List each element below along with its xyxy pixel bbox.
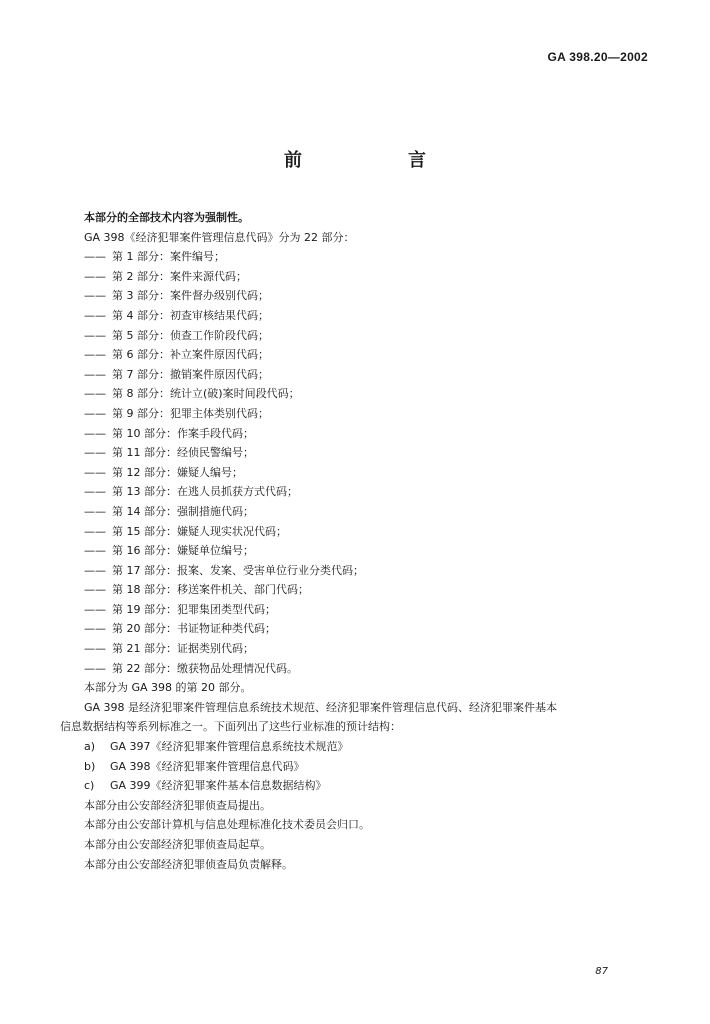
- list-item: —— 第 8 部分：统计立(破)案时间段代码；: [84, 387, 300, 401]
- list-item: —— 第 13 部分：在逃人员抓获方式代码；: [84, 485, 298, 499]
- list-item: —— 第 10 部分：作案手段代码；: [84, 426, 254, 440]
- division-statement: GA 398《经济犯罪案件管理信息代码》分为 22 部分：: [84, 230, 355, 244]
- list-item: —— 第 7 部分：撤销案件原因代码；: [84, 367, 269, 381]
- list-item: —— 第 14 部分：强制措施代码；: [84, 504, 254, 518]
- drafter-statement: 本部分由公安部经济犯罪侦查局起草。: [84, 838, 271, 851]
- mandatory-statement: 本部分的全部技术内容为强制性。: [84, 211, 249, 224]
- list-item: —— 第 2 部分：案件来源代码；: [84, 269, 247, 283]
- list-item: —— 第 6 部分：补立案件原因代码；: [84, 348, 269, 362]
- list-item: —— 第 20 部分：书证物证种类代码；: [84, 622, 276, 636]
- list-item: a) GA 397《经济犯罪案件管理信息系统技术规范》: [84, 740, 349, 754]
- interpretation-statement: 本部分由公安部经济犯罪侦查局负责解释。: [84, 857, 293, 871]
- foreword-body: [60, 208, 660, 874]
- list-item: —— 第 22 部分：缴获物品处理情况代码。: [84, 661, 298, 675]
- list-item: —— 第 16 部分：嫌疑单位编号；: [84, 544, 254, 558]
- series-list: [60, 737, 660, 796]
- standard-code: GA 398.20—2002: [547, 50, 648, 64]
- list-item: —— 第 11 部分：经侦民警编号；: [84, 446, 254, 460]
- list-item: —— 第 9 部分：犯罪主体类别代码；: [84, 406, 269, 420]
- list-item: —— 第 18 部分：移送案件机关、部门代码；: [84, 583, 309, 597]
- series-paragraph-line-1: GA 398 是经济犯罪案件管理信息系统技术规范、经济犯罪案件管理信息代码、经济犯罪案件基本: [84, 700, 558, 714]
- list-item: —— 第 19 部分：犯罪集团类型代码；: [84, 602, 276, 616]
- page-number: 87: [595, 966, 608, 977]
- proposer-statement: 本部分由公安部经济犯罪侦查局提出。: [84, 798, 271, 812]
- series-paragraph-line-2: 信息数据结构等系列标准之一。下面列出了这些行业标准的预计结构：: [60, 720, 401, 734]
- list-item: —— 第 17 部分：报案、发案、受害单位行业分类代码；: [84, 563, 364, 577]
- list-item: b) GA 398《经济犯罪案件管理信息代码》: [84, 759, 305, 773]
- parts-list: [60, 247, 660, 678]
- page-title: 前 言: [284, 150, 470, 171]
- list-item: —— 第 4 部分：初查审核结果代码；: [84, 308, 269, 322]
- centralized-statement: 本部分由公安部计算机与信息处理标准化技术委员会归口。: [84, 818, 370, 832]
- list-item: —— 第 1 部分：案件编号；: [84, 250, 225, 264]
- this-part-statement: 本部分为 GA 398 的第 20 部分。: [84, 681, 252, 695]
- list-item: —— 第 12 部分：嫌疑人编号；: [84, 465, 243, 479]
- list-item: —— 第 5 部分：侦查工作阶段代码；: [84, 328, 269, 342]
- list-item: c) GA 399《经济犯罪案件基本信息数据结构》: [84, 779, 327, 793]
- list-item: —— 第 21 部分：证据类别代码；: [84, 642, 254, 656]
- list-item: —— 第 15 部分：嫌疑人现实状况代码；: [84, 524, 287, 538]
- list-item: —— 第 3 部分：案件督办级别代码；: [84, 289, 269, 303]
